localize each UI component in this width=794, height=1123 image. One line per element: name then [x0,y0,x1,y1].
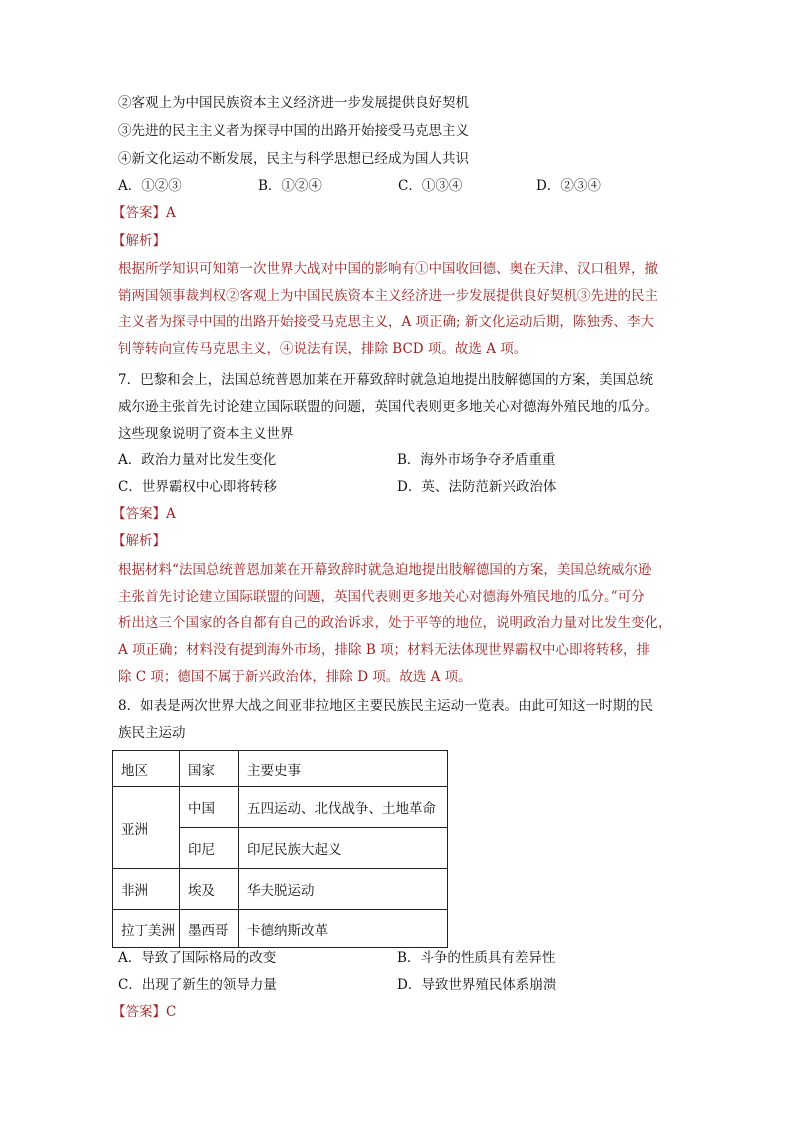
q7-option-b: B．海外市场争夺矛盾重重 [397,452,556,468]
q8-option-a: A．导致了国际格局的改变 [118,950,277,966]
cell-country-mexico: 墨西哥 [180,910,239,948]
table-row [113,869,448,910]
cell-region-latam: 拉丁美洲 [113,910,180,948]
prev-analysis [118,256,676,363]
header-region: 地区 [113,751,180,787]
cell-events-indonesia: 印尼民族大起义 [239,828,448,869]
cell-events-china: 五四运动、北伐战争、土地革命 [239,787,448,828]
q7-stem-line: 这些现象说明了资本主义世界 [118,426,294,442]
q8-stem-line: 族民主运动 [118,725,186,741]
cell-region-africa: 非洲 [113,869,180,910]
q7-stem-line: 威尔逊主张首先讨论建立国际联盟的问题，英国代表则更多地关心对德海外殖民地的瓜分。 [118,399,658,415]
header-events: 主要史事 [239,751,448,787]
q8-answer: 【答案】C [112,1004,177,1020]
table-row [113,787,448,828]
cell-events-egypt: 华夫脱运动 [239,869,448,910]
cell-country-indonesia: 印尼 [180,828,239,869]
prev-item-2: ②客观上为中国民族资本主义经济进一步发展提供良好契机 [118,95,469,111]
prev-option-c: C．①③④ [398,178,463,194]
q7-option-a: A．政治力量对比发生变化 [118,452,277,468]
q7-option-d: D．英、法防范新兴政治体 [397,479,557,495]
prev-analysis-line: 根据所学知识可知第一次世界大战对中国的影响有①中国收回德、奥在天津、汉口租界，撤 [118,261,658,277]
q7-analysis-line: 主张首先讨论建立国际联盟的问题，英国代表则更多地关心对德海外殖民地的瓜分。”可分 [118,588,645,605]
q8-stem-line: 8．如表是两次世界大战之间亚非拉地区主要民族民主运动一览表。由此可知这一时期的民 [118,698,654,714]
q8-option-b: B．斗争的性质具有差异性 [397,950,556,966]
prev-answer: 【答案】A [112,205,176,221]
q7-analysis [118,557,676,691]
prev-analysis-line: 主义者为探寻中国的出路开始接受马克思主义，A 项正确; 新文化运动后期，陈独秀、李大 [118,314,654,331]
table-row [113,910,448,948]
cell-events-mexico: 卡德纳斯改革 [239,910,448,948]
q7-analysis-line: 析出这三个国家的各自都有自己的政治诉求，处于平等的地位，说明政治力量对比发生变化， [118,615,672,632]
header-country: 国家 [180,751,239,787]
q7-analysis-line: 根据材料“法国总统普恩加莱在开幕致辞时就急迫地提出肢解德国的方案，美国总统威尔逊 [118,562,652,578]
prev-analysis-line: 销两国领事裁判权②客观上为中国民族资本主义经济进一步发展提供良好契机③先进的民主 [118,287,658,304]
cell-country-china: 中国 [180,787,239,828]
prev-analysis-line: 钊等转向宣传马克思主义，④说法有误，排除 BCD 项。故选 A 项。 [118,341,528,358]
table-header-row [113,751,448,787]
q7-analysis-label: 【解析】 [112,533,166,549]
prev-item-3: ③先进的民主主义者为探寻中国的出路开始接受马克思主义 [118,123,469,139]
q7-stem-line: 7．巴黎和会上，法国总统普恩加莱在开幕致辞时就急迫地提出肢解德国的方案，美国总统 [118,372,654,388]
q7-answer: 【答案】A [112,506,176,522]
q7-stem [118,367,678,448]
prev-option-b: B．①②④ [258,178,322,194]
prev-option-a: A．①②③ [118,178,182,194]
cell-country-egypt: 埃及 [180,869,239,910]
q8-stem [118,693,678,747]
q7-option-c: C．世界霸权中心即将转移 [118,479,277,495]
q7-analysis-line: A 项正确；材料没有提到海外市场，排除 B 项；材料无法体现世界霸权中心即将转移，排 [118,642,651,659]
q7-analysis-line: 除 C 项；德国不属于新兴政治体，排除 D 项。故选 A 项。 [118,668,472,685]
prev-item-4: ④新文化运动不断发展，民主与科学思想已经成为国人共识 [118,151,469,167]
cell-region-asia: 亚洲 [113,787,180,869]
prev-analysis-label: 【解析】 [112,233,166,249]
movements-table [112,750,448,948]
q8-option-c: C．出现了新生的领导力量 [118,977,277,993]
prev-option-d: D．②③④ [536,178,601,194]
q8-option-d: D．导致世界殖民体系崩溃 [397,977,557,993]
